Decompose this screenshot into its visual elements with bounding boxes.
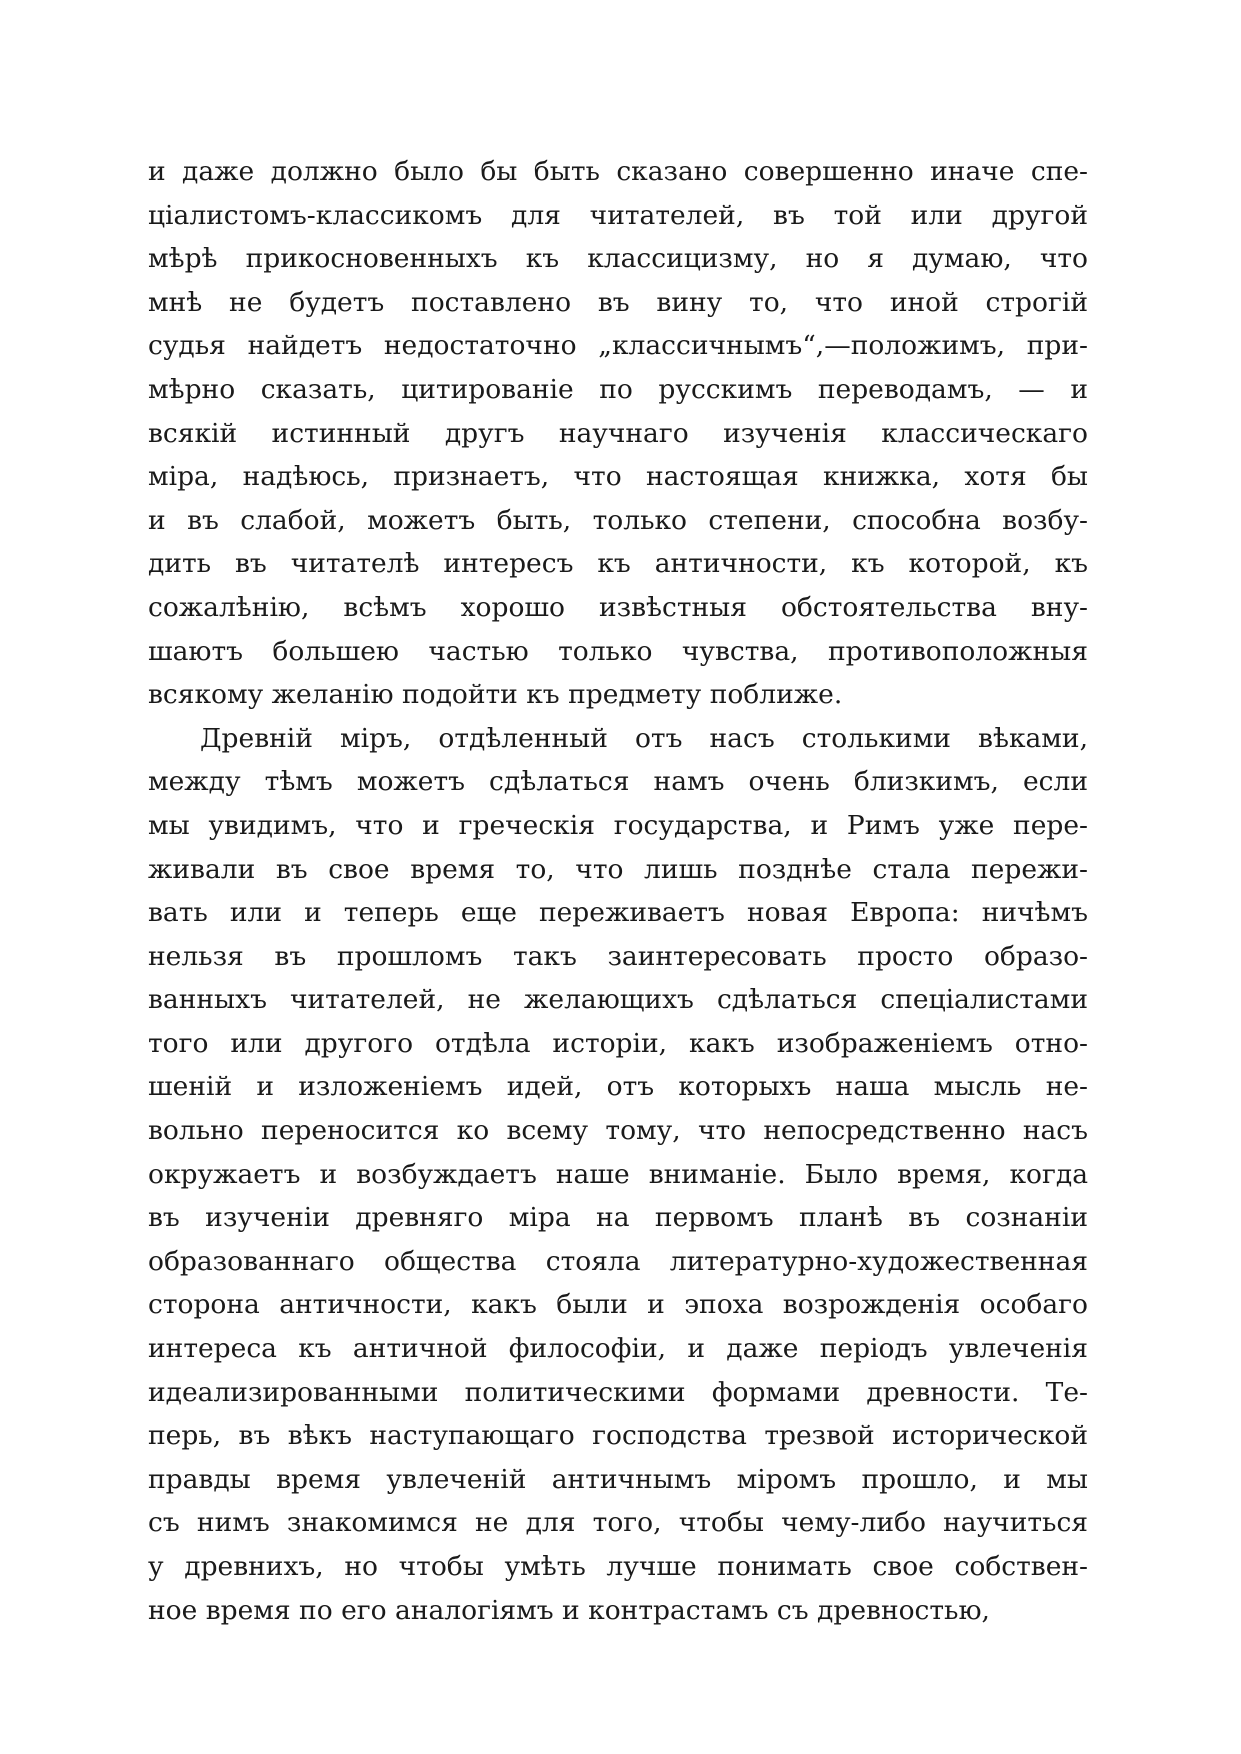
text-line: ціалистомъ-классикомъ для читателей, въ той или другой <box>148 199 1088 231</box>
text-line: перь, въ вѣкъ наступающаго господства трезвой исторической <box>148 1420 1088 1452</box>
text-line: всякій истинный другъ научнаго изученія классическаго <box>148 417 1088 449</box>
text-line: мѣрно сказать, цитированіе по русскимъ переводамъ, — и <box>148 373 1088 405</box>
text-line: у древнихъ, но чтобы умѣть лучше понимать свое собствен- <box>148 1551 1088 1582</box>
text-line: мы увидимъ, что и греческія государства, и Римъ уже пере- <box>148 809 1088 841</box>
paragraph <box>148 717 1088 1632</box>
text-line: міра, надѣюсь, признаетъ, что настоящая книжка, хотя бы <box>148 461 1088 493</box>
text-line: сторона античности, какъ были и эпоха возрожденія особаго <box>148 1289 1088 1321</box>
text-line: шаютъ большею частью только чувства, противоположныя <box>148 635 1088 667</box>
text-line: между тѣмъ можетъ сдѣлаться намъ очень близкимъ, если <box>148 766 1088 798</box>
text-line: окружаетъ и возбуждаетъ наше вниманіе. Было время, когда <box>148 1158 1088 1190</box>
text-line: мнѣ не будетъ поставлено въ вину то, что иной строгій <box>148 286 1088 318</box>
paragraph <box>148 150 1088 717</box>
text-line: шеній и изложеніемъ идей, отъ которыхъ наша мысль не- <box>148 1071 1088 1103</box>
text-line: сожалѣнію, всѣмъ хорошо извѣстныя обстоятельства вну- <box>148 591 1088 623</box>
text-line: ванныхъ читателей, не желающихъ сдѣлаться спеціалистами <box>148 984 1088 1016</box>
text-line: въ изученіи древняго міра на первомъ планѣ въ сознаніи <box>148 1202 1088 1234</box>
text-line: судья найдетъ недостаточно „классичнымъ“,—положимъ, при- <box>148 330 1088 362</box>
text-line: того или другого отдѣла исторіи, какъ изображеніемъ отно- <box>148 1027 1088 1059</box>
text-line: вать или и теперь еще переживаетъ новая Европа: ничѣмъ <box>148 897 1088 929</box>
text-line: интереса къ античной философіи, и даже періодъ увлеченія <box>148 1333 1088 1365</box>
text-line: съ нимъ знакомимся не для того, чтобы чему-либо научиться <box>148 1507 1088 1539</box>
text-line: всякому желанію подойти къ предмету поближе. <box>148 679 843 711</box>
text-line: живали въ свое время то, что лишь позднѣе стала пережи- <box>148 853 1088 885</box>
text-line: нельзя въ прошломъ такъ заинтересовать просто образо- <box>148 940 1088 972</box>
text-line: мѣрѣ прикосновенныхъ къ классицизму, но я думаю, что <box>148 243 1088 275</box>
text-line: Древній міръ, отдѣленный отъ насъ столькими вѣками, <box>200 722 1088 754</box>
text-line: правды время увлеченій античнымъ міромъ прошло, и мы <box>148 1463 1088 1495</box>
text-line: образованнаго общества стояла литературно-художественная <box>148 1245 1088 1277</box>
text-line: дить въ читателѣ интересъ къ античности, къ которой, къ <box>148 548 1088 580</box>
text-line: и въ слабой, можетъ быть, только степени, способна возбу- <box>148 504 1088 536</box>
text-line: идеализированными политическими формами древности. Те- <box>148 1376 1088 1408</box>
body-text <box>148 150 1088 1632</box>
text-line: вольно переносится ко всему тому, что непосредственно насъ <box>148 1115 1088 1147</box>
text-line: ное время по его аналогіямъ и контрастамъ съ древностью, <box>148 1594 990 1626</box>
text-line: и даже должно было бы быть сказано совершенно иначе спе- <box>148 156 1088 187</box>
